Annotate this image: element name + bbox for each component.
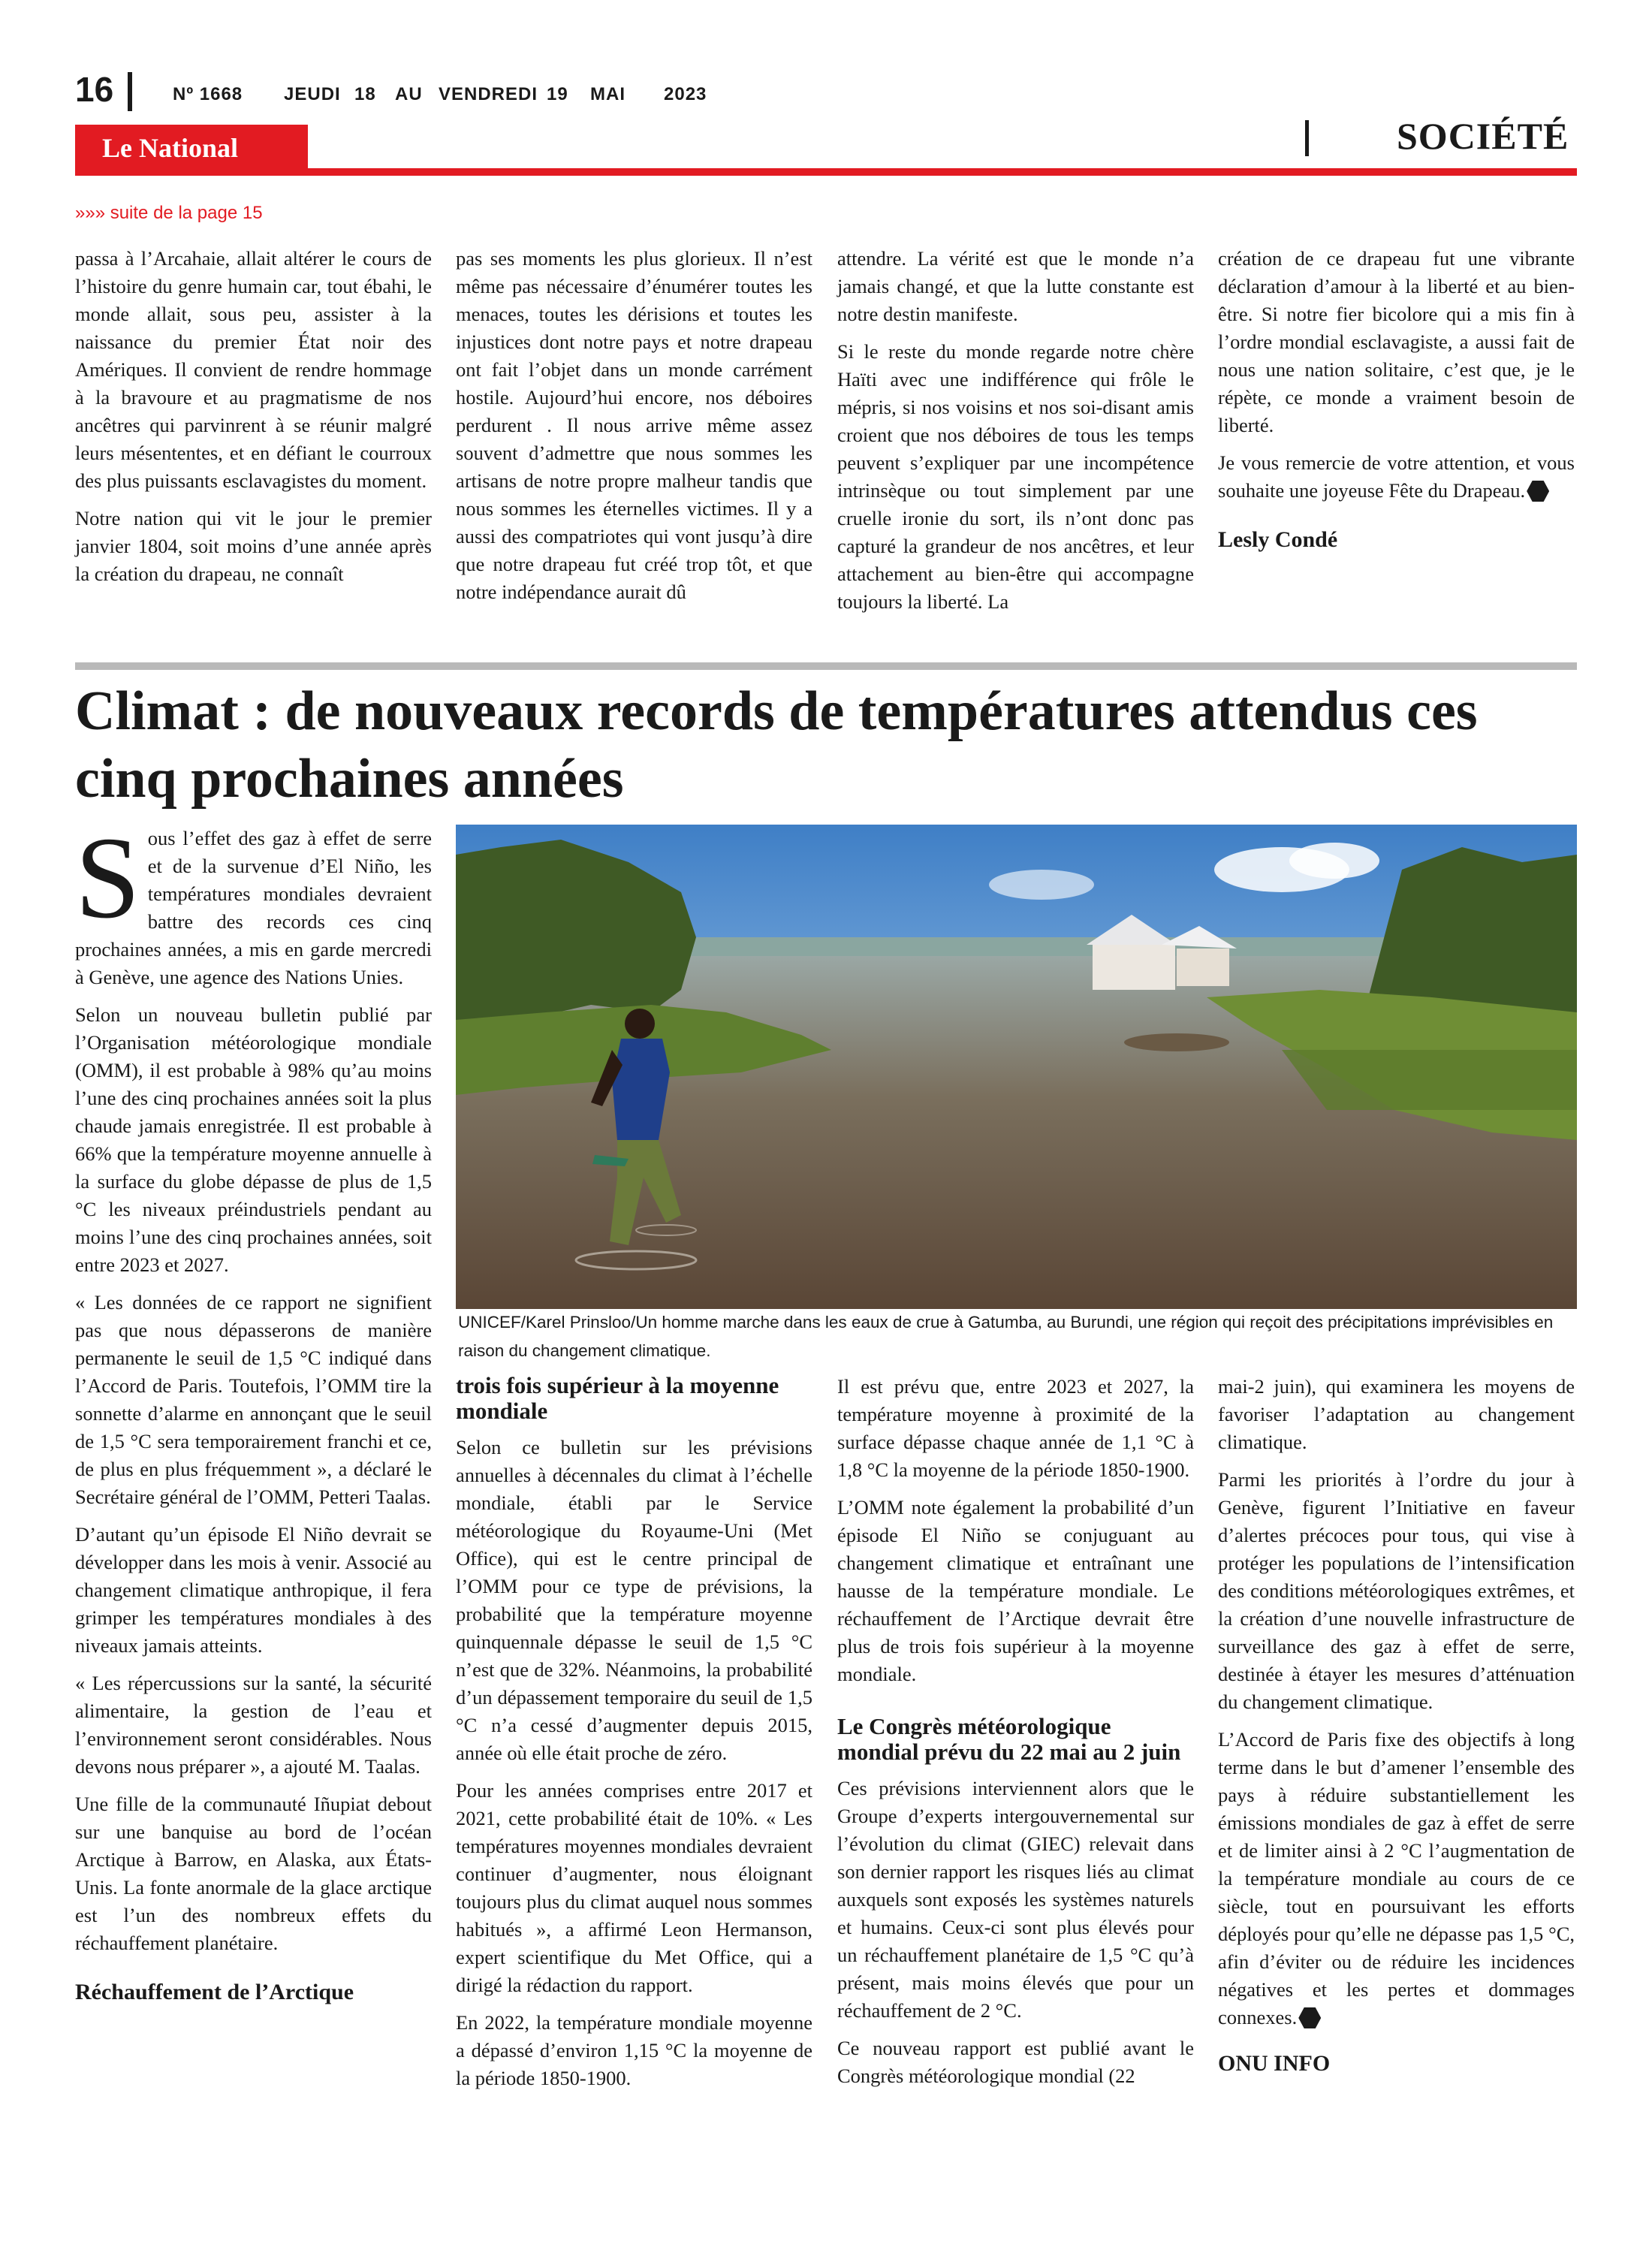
paragraph: « Les données de ce rapport ne signifient pas que nous dépasserons de manière permanente le seuil de 1,5 °C indiqué dans l’Accord de Paris. Toutefois, l’OMM tire la sonnette d’alarme en annonçant que le seuil de 1,5 °C sera temporairement franchi et ce, de plus en plus fréquemment », a déclaré le Secrétaire général de l’OMM, Petteri Taalas.	[75, 1291, 432, 1508]
brand-logo: Le National	[102, 133, 239, 163]
end-mark-icon	[1527, 481, 1549, 502]
subheading: Le Congrès météorologique mondial prévu du 22 mai au 2 juin	[837, 1713, 1181, 1765]
prev-article-column-4	[1218, 245, 1575, 563]
paragraph: Pour les années comprises entre 2017 et 2021, cette probabilité était de 10%. « Les températures moyennes mondiales devraient continuer d’augmenter, nous éloignant toujours plus du climat auquel nous sommes habitués », a affirmé Leon Hermanson, expert scientifique du Met Office, qui a dirigé la rédaction du rapport.	[456, 1779, 812, 1996]
paragraph	[1218, 1726, 1575, 2031]
paragraph: Une fille de la communauté Iñupiat debout sur une banquise au bord de l’océan Arctique à Barrow, en Alaska, aux États-Unis. La fonte anormale de la glace arctique est l’un des nombreux effets du réchauffement planétaire.	[75, 1793, 432, 1954]
paragraph: Ce nouveau rapport est publié avant le Congrès météorologique mondial (22	[837, 2037, 1194, 2087]
prev-article-column-1	[75, 245, 432, 598]
paragraph: Selon un nouveau bulletin publié par l’Organisation météorologique mondiale (OMM), il est probable à 98% qu’au moins l’une des cinq prochaines années soit la plus chaude jamais enregistrée. Il est probable à 66% que la température moyenne annuelle à la surface du globe dépasse de plus de 1,5 °C les niveaux préindustriels pendant au moins l’une des cinq prochaines années, soit entre 2023 et 2027.	[75, 1003, 432, 1276]
flood-photo	[456, 825, 1577, 1309]
article-column-3	[837, 1373, 1194, 2100]
header-rule	[75, 168, 1577, 176]
author-name: Lesly Condé	[1218, 527, 1338, 552]
dropcap: S	[75, 813, 140, 943]
issue-number: Nº 1668	[173, 84, 243, 104]
paragraph-text: L’Accord de Paris fixe des objectifs à long terme dans le but d’amener l’ensemble des pays à réduire substantiellement les émissions mondiales de gaz à effet de serre et de limiter ainsi à 2 °C l’augmentation de la température mondiale au cours de ce siècle, tout en poursuivant les efforts déployés pour qu’elle ne dépasse pas 1,5 °C, afin d’éviter ou de réduire les incidences négatives et les pertes et dommages connexes.	[1218, 1728, 1575, 2028]
end-mark-icon	[1298, 2007, 1321, 2028]
lead-paragraph	[75, 813, 432, 991]
lead-text: ous l’effet des gaz à effet de serre et de la survenue d’El Niño, les températures mondiales devraient battre des records ces cinq prochaines années, a mis en garde mercredi à Genève, une agence des Nations Unies.	[75, 827, 432, 988]
paragraph: attendre. La vérité est que le monde n’a jamais changé, et que la lutte constante est notre destin manifeste.	[837, 247, 1194, 325]
paragraph: Il est prévu que, entre 2023 et 2027, la température moyenne à proximité de la surface dépasse chaque année de 1,1 °C à 1,8 °C la moyenne de la période 1850-1900.	[837, 1375, 1194, 1481]
subheading: trois fois supérieur à la moyenne mondiale	[456, 1372, 779, 1424]
date-word: 18	[354, 84, 376, 104]
paragraph: L’OMM note également la probabilité d’un épisode El Niño se conjuguant au changement climatique et entraînant une hausse de la température mondiale. Le réchauffement de l’Arctique devrait être plus de trois fois supérieur à la moyenne mondiale.	[837, 1496, 1194, 1685]
date-word: MAI	[590, 84, 626, 104]
article-column-2	[456, 1373, 812, 2102]
paragraph: Parmi les priorités à l’ordre du jour à Genève, figurent l’Initiative en faveur d’alertes précoces pour tous, qui vise à protéger les populations de l’intensification des conditions météorologiques extrêmes, et la création d’une nouvelle infrastructure de surveillance des gaz à effet de serre, destinée à étayer les mesures d’atténuation du changement climatique.	[1218, 1468, 1575, 1713]
date-word: AU	[395, 84, 423, 104]
page-number-divider	[128, 72, 132, 111]
paragraph: Selon ce bulletin sur les prévisions annuelles à décennales du climat à l’échelle mondiale, établi par le Service météorologique du Royaume-Uni (Met Office), qui est le centre principal de l’OMM pour ce type de prévisions, la probabilité que la température moyenne quinquennale dépasse le seuil de 1,5 °C n’est que de 32%. Néanmoins, la probabilité d’un dépassement temporaire du seuil de 1,5 °C n’a cessé d’augmenter depuis 2015, année où elle était proche de zéro.	[456, 1436, 812, 1764]
article-headline: Climat : de nouveaux records de températures attendus ces cinq prochaines années	[75, 680, 1478, 810]
paragraph: Notre nation qui vit le jour le premier janvier 1804, soit moins d’une année après la création du drapeau, ne connaît	[75, 507, 432, 585]
paragraph: mai-2 juin), qui examinera les moyens de favoriser l’adaptation au changement climatique.	[1218, 1375, 1575, 1453]
paragraph: D’autant qu’un épisode El Niño devrait se développer dans les mois à venir. Associé au changement climatique anthropique, il fera grimper les températures mondiales à des niveaux jamais atteints.	[75, 1523, 432, 1657]
paragraph: En 2022, la température mondiale moyenne a dépassé d’environ 1,15 °C la moyenne de la période 1850-1900.	[456, 2011, 812, 2089]
article-column-1	[75, 813, 432, 2015]
paragraph: Ces prévisions interviennent alors que le Groupe d’experts intergouvernemental sur l’évolution du climat (GIEC) relevait dans son dernier rapport les risques liés au climat auxquels sont exposés les systèmes naturels et humains. Ceux-ci sont plus élevés pour un réchauffement planétaire de 1,5 °C qu’à présent, mais moins élevés que pour un réchauffement de 2 °C.	[837, 1777, 1194, 2022]
article-source: ONU INFO	[1218, 2051, 1331, 2076]
paragraph: pas ses moments les plus glorieux. Il n’est même pas nécessaire d’énumérer toutes les menaces, toutes les dérisions et toutes les injustices dont notre pays et notre drapeau ont fait l’objet dans un monde carrément hostile. Aujourd’hui encore, nos déboires perdurent . Il nous arrive même assez souvent d’admettre que nous sommes les artisans de notre propre malheur tandis que nous sommes les éternelles victimes. Il y a aussi des compatriotes qui vont jusqu’à dire que notre drapeau fut créé trop tôt, et que notre indépendance aurait dû	[456, 247, 812, 603]
paragraph: « Les répercussions sur la santé, la sécurité alimentaire, la gestion de l’eau et l’environnement seront considérables. Nous devons nous préparer », a ajouté M. Taalas.	[75, 1672, 432, 1778]
paragraph-text: Je vous remercie de votre attention, et vous souhaite une joyeuse Fête du Drapeau.	[1218, 451, 1575, 502]
date-word: VENDREDI	[439, 84, 538, 104]
prev-article-column-2	[456, 245, 812, 616]
date-word: JEUDI	[284, 84, 341, 104]
paragraph: création de ce drapeau fut une vibrante déclaration d’amour à la liberté et au bien-être. Si notre fier bicolore qui a mis fin à l’ordre mondial esclavagiste, a aussi fait de nous une nation solitaire, c’est que, je le répète, ce monde a vraiment besoin de liberté.	[1218, 247, 1575, 436]
date-word: 2023	[664, 84, 707, 104]
paragraph	[1218, 449, 1575, 505]
section-title: SOCIÉTÉ	[1397, 115, 1569, 157]
photo-caption: UNICEF/Karel Prinsloo/Un homme marche dans les eaux de crue à Gatumba, au Burundi, une région qui reçoit des précipitations imprévisibles en raison du changement climatique.	[458, 1313, 1554, 1360]
continued-from: »»» suite de la page 15	[75, 203, 263, 223]
date-word: 19	[547, 84, 568, 104]
prev-article-column-3	[837, 245, 1194, 626]
paragraph: passa à l’Arcahaie, allait altérer le cours de l’histoire du genre humain car, tout ébahi, le monde allait, sous peu, assister à la naissance du premier État noir des Amériques. Il convient de rendre hommage à la bravoure et au pragmatisme de nos ancêtres qui parvinrent à se réunir malgré leurs mésententes, et en défiant le courroux des plus puissants esclavagistes du moment.	[75, 247, 432, 492]
page-number: 16	[75, 70, 114, 109]
article-column-4	[1218, 1373, 1575, 2087]
article-separator	[75, 662, 1577, 670]
subheading: Réchauffement de l’Arctique	[75, 1980, 354, 2004]
paragraph: Si le reste du monde regarde notre chère Haïti avec une indifférence qui frôle le mépris, si nos voisins et nos soi-disant amis croient que nos déboires de tous les temps peuvent s’expliquer par une incompétence intrinsèque ou tout simplement par une cruelle ironie du sort, ils n’ont donc pas capturé la grandeur de nos ancêtres, et leur attachement au bien-être qui accompagne toujours la liberté. La	[837, 340, 1194, 613]
section-divider	[1305, 120, 1309, 156]
